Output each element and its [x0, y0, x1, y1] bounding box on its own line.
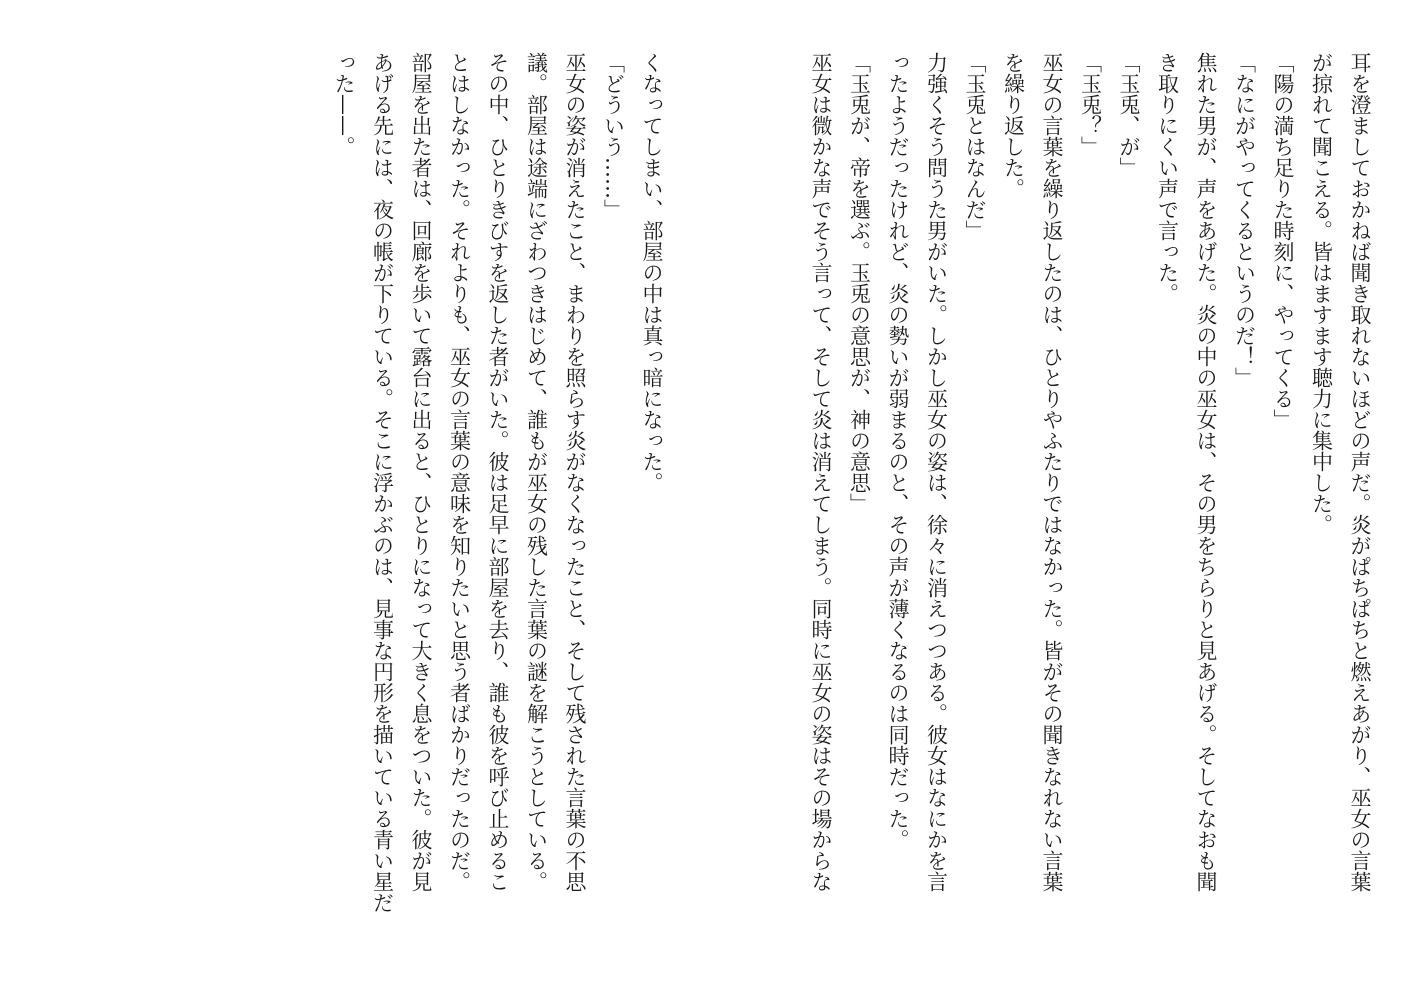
text-line: あげる先には、夜の帳が下りている。そこに浮かぶのは、見事な円形を描いている青い星だ	[370, 52, 395, 913]
text-line: 議。部屋は途端にざわつきはじめて、誰もが巫女の残した言葉の謎を解こうとしている。	[524, 52, 549, 892]
text-line: 「玉兎とはなんだ」	[963, 52, 987, 241]
text-line: 巫女は微かな声でそう言って、そして炎は消えてしまう。同時に巫女の姿はその場からな	[809, 52, 833, 892]
text-line: 「なにがやってくるというのだ！」	[1232, 52, 1257, 388]
text-line: を繰り返した。	[1001, 52, 1026, 199]
text-line: 巫女の言葉を繰り返したのは、ひとりやふたりではなかった。皆がその聞きなれない言葉	[1040, 52, 1064, 892]
text-line: 「玉兎、が」	[1117, 52, 1141, 178]
text-block-right	[810, 52, 1370, 982]
text-line: 「どういう……」	[601, 52, 626, 220]
text-line: 焦れた男が、声をあげた。炎の中の巫女は、その男をちらりと見あげる。そしてなおも聞	[1194, 52, 1218, 892]
text-block-left	[333, 52, 662, 982]
text-line: 「陽の満ち足りた時刻に、やってくる」	[1271, 52, 1295, 430]
text-line: 力強くそう問うた男がいた。しかし巫女の姿は、徐々に消えつつある。彼女はなにかを言	[924, 52, 949, 892]
text-line: 「玉兎？」	[1078, 52, 1103, 157]
text-line: その中、ひとりきびすを返した者がいた。彼は足早に部屋を去り、誰も彼を呼び止めるこ	[486, 52, 510, 892]
text-line: とはしなかった。それよりも、巫女の言葉の意味を知りたいと思う者ばかりだったのだ。	[447, 52, 472, 892]
text-line: 耳を澄ましておかねば聞き取れないほどの声だ。炎がぱちぱちと燃えあがり、巫女の言葉	[1348, 52, 1372, 892]
text-line: った——。	[332, 52, 356, 157]
text-line: くなってしまい、部屋の中は真っ暗になった。	[640, 52, 664, 493]
text-line: 部屋を出た者は、回廊を歩いて露台に出ると、ひとりになって大きく息をついた。彼が見	[409, 52, 433, 892]
text-line: が掠れて聞こえる。皆はますます聴力に集中した。	[1309, 52, 1334, 535]
text-line: 巫女の姿が消えたこと、まわりを照らす炎がなくなったこと、そして残された言葉の不思	[563, 52, 587, 892]
text-line: 「玉兎が、帝を選ぶ。玉兎の意思が、神の意思」	[847, 52, 872, 514]
text-line: き取りにくい声で言った。	[1155, 52, 1180, 304]
text-line: ったようだったけれど、炎の勢いが弱まるのと、その声が薄くなるのは同時だった。	[886, 52, 910, 850]
